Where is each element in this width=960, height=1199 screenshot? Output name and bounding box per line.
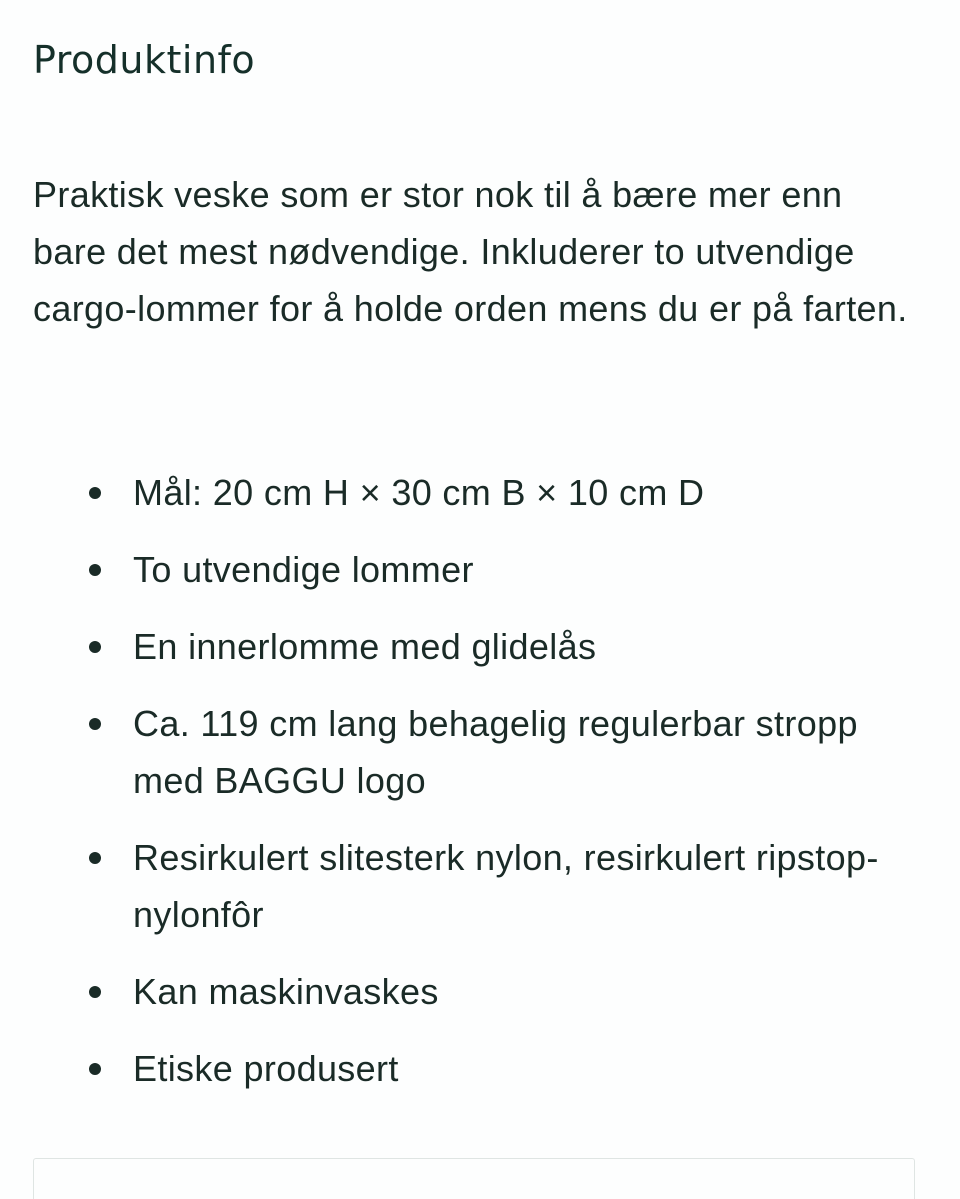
list-item [33, 1040, 915, 1097]
feature-text: Resirkulert slitesterk nylon, resirkulert ripstop-nylonfôr [133, 837, 879, 935]
list-item [33, 464, 915, 521]
bullet-icon [89, 852, 101, 864]
feature-text: Ca. 119 cm lang behagelig regulerbar stropp med BAGGU logo [133, 703, 858, 801]
list-item [33, 829, 915, 943]
bullet-icon [89, 718, 101, 730]
feature-text: Etiske produsert [133, 1048, 399, 1089]
feature-text: Kan maskinvaskes [133, 971, 439, 1012]
list-item [33, 695, 915, 809]
section-title: Produktinfo [33, 38, 256, 82]
next-section-container [33, 1158, 915, 1199]
bullet-icon [89, 986, 101, 998]
feature-text: To utvendige lommer [133, 549, 474, 590]
list-item [33, 963, 915, 1020]
feature-list [33, 464, 915, 1117]
bullet-icon [89, 1063, 101, 1075]
feature-text: Mål: 20 cm H × 30 cm B × 10 cm D [133, 472, 705, 513]
list-item [33, 541, 915, 598]
list-item [33, 618, 915, 675]
product-description: Praktisk veske som er stor nok til å bære mer enn bare det mest nødvendige. Inkluderer to utvendige cargo-lommer for å holde orden mens du er på farten. [33, 174, 908, 329]
bullet-icon [89, 641, 101, 653]
bullet-icon [89, 564, 101, 576]
feature-text: En innerlomme med glidelås [133, 626, 597, 667]
bullet-icon [89, 487, 101, 499]
